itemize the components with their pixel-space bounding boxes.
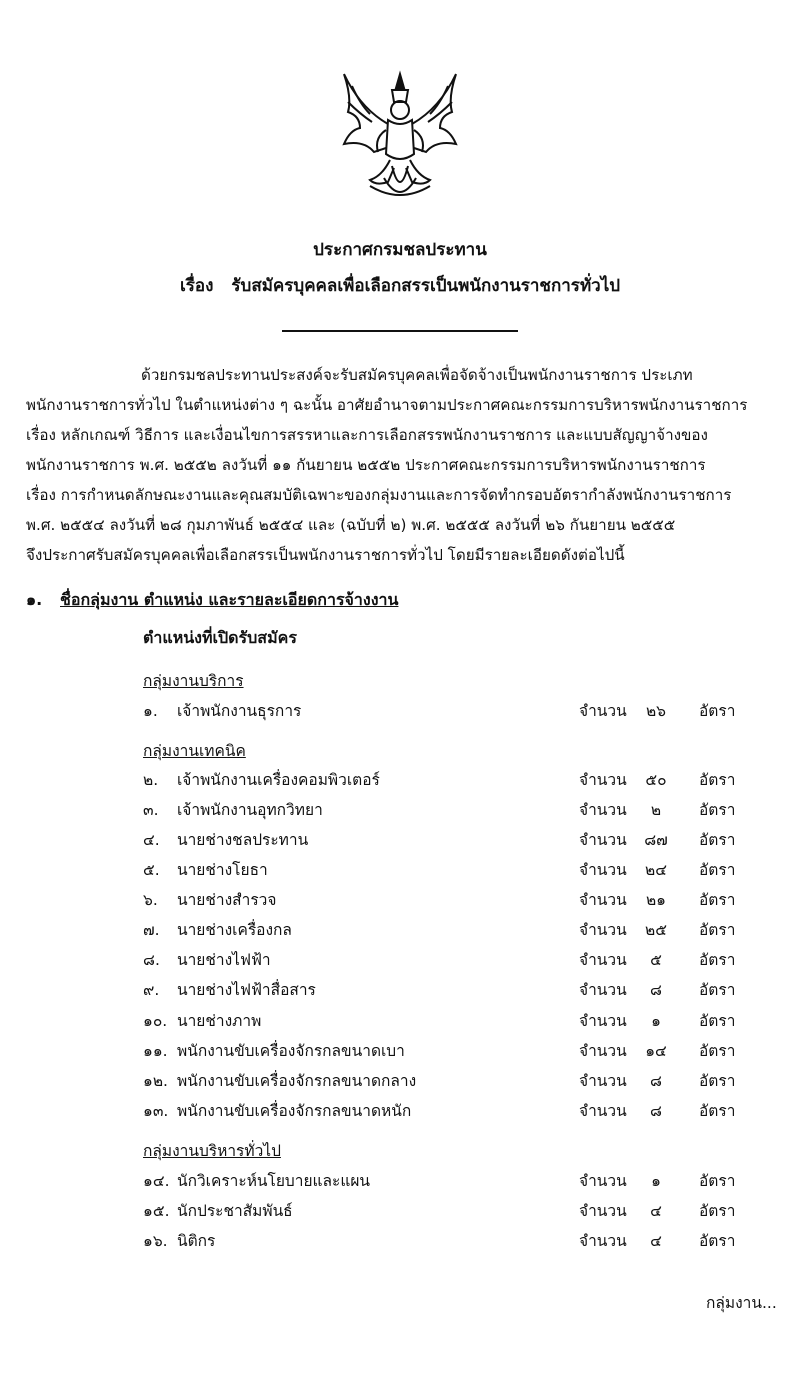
count-label: จำนวน — [579, 771, 627, 789]
position-name: นายช่างโยธา — [177, 861, 268, 879]
position-count: ๘ — [650, 981, 662, 999]
count-label: จำนวน — [579, 921, 627, 939]
count-label: จำนวน — [579, 981, 627, 999]
intro-line: เรื่อง หลักเกณฑ์ วิธีการ และเงื่อนไขการสรรหาและการเลือกสรรพนักงานราชการ และแบบสัญญาจ้างของ — [26, 426, 708, 444]
position-number: ๔. — [143, 831, 160, 849]
position-row — [143, 1008, 743, 1032]
unit-label: อัตรา — [699, 891, 736, 909]
intro-line: จึงประกาศรับสมัครบุคคลเพื่อเลือกสรรเป็นพนักงานราชการทั่วไป โดยมีรายละเอียดดังต่อไปนี้ — [26, 546, 625, 564]
position-row — [143, 1068, 743, 1092]
group-heading-service: กลุ่มงานบริการ — [143, 672, 244, 690]
intro-paragraph — [26, 360, 766, 570]
intro-line: ด้วยกรมชลประทานประสงค์จะรับสมัครบุคคลเพื่อจัดจ้างเป็นพนักงานราชการ ประเภท — [141, 366, 693, 384]
position-number: ๑๕. — [143, 1202, 170, 1220]
position-row — [143, 698, 743, 722]
unit-label: อัตรา — [699, 1172, 736, 1190]
announcement-subject — [0, 272, 800, 299]
count-label: จำนวน — [579, 801, 627, 819]
position-number: ๖. — [143, 891, 158, 909]
count-label: จำนวน — [579, 1012, 627, 1030]
position-number: ๑๖. — [143, 1232, 168, 1250]
title-divider — [282, 330, 518, 332]
position-name: นักวิเคราะห์นโยบายและแผน — [177, 1172, 371, 1190]
count-label: จำนวน — [579, 831, 627, 849]
position-row — [143, 857, 743, 881]
count-label: จำนวน — [579, 702, 627, 720]
unit-label: อัตรา — [699, 981, 736, 999]
position-row — [143, 1228, 743, 1252]
position-name: นายช่างเครื่องกล — [177, 921, 292, 939]
count-label: จำนวน — [579, 1042, 627, 1060]
position-name: นายช่างไฟฟ้า — [177, 951, 271, 969]
position-number: ๙. — [143, 981, 160, 999]
position-number: ๓. — [143, 801, 159, 819]
group-heading-technical: กลุ่มงานเทคนิค — [143, 742, 246, 760]
position-number: ๕. — [143, 861, 160, 879]
unit-label: อัตรา — [699, 801, 736, 819]
position-number: ๘. — [143, 951, 160, 969]
count-label: จำนวน — [579, 951, 627, 969]
position-name: นักประชาสัมพันธ์ — [177, 1202, 293, 1220]
unit-label: อัตรา — [699, 1072, 736, 1090]
intro-line: พนักงานราชการทั่วไป ในตำแหน่งต่าง ๆ ฉะนั้น อาศัยอำนาจตามประกาศคณะกรรมการบริหารพนักงานราชการ — [26, 396, 748, 414]
count-label: จำนวน — [579, 891, 627, 909]
unit-label: อัตรา — [699, 831, 736, 849]
position-count: ๘๗ — [644, 831, 668, 849]
count-label: จำนวน — [579, 1072, 627, 1090]
position-count: ๒ — [650, 801, 662, 819]
position-count: ๒๑ — [645, 891, 667, 909]
unit-label: อัตรา — [699, 921, 736, 939]
count-label: จำนวน — [579, 1232, 627, 1250]
position-name: นิติกร — [177, 1232, 216, 1250]
unit-label: อัตรา — [699, 771, 736, 789]
position-number: ๑๐. — [143, 1012, 168, 1030]
position-number: ๑. — [143, 702, 158, 720]
position-count: ๒๔ — [645, 861, 667, 879]
position-row — [143, 767, 743, 791]
section-title: ชื่อกลุ่มงาน ตำแหน่ง และรายละเอียดการจ้างงาน — [60, 590, 399, 609]
position-number: ๑๓. — [143, 1102, 169, 1120]
unit-label: อัตรา — [699, 702, 736, 720]
intro-line: เรื่อง การกำหนดลักษณะงานและคุณสมบัติเฉพาะของกลุ่มงานและการจัดทำกรอบอัตรากำลังพนักงานราชการ — [26, 486, 732, 504]
count-label: จำนวน — [579, 1102, 627, 1120]
position-name: นายช่างชลประทาน — [177, 831, 309, 849]
position-row — [143, 917, 743, 941]
position-count: ๒๕ — [645, 921, 667, 939]
unit-label: อัตรา — [699, 1012, 736, 1030]
unit-label: อัตรา — [699, 1042, 736, 1060]
subject-text: รับสมัครบุคคลเพื่อเลือกสรรเป็นพนักงานราชการทั่วไป — [231, 276, 621, 296]
position-name: นายช่างสำรวจ — [177, 891, 277, 909]
position-count: ๕๐ — [645, 771, 667, 789]
unit-label: อัตรา — [699, 1202, 736, 1220]
count-label: จำนวน — [579, 1202, 627, 1220]
position-name: นายช่างไฟฟ้าสื่อสาร — [177, 981, 316, 999]
position-number: ๑๔. — [143, 1172, 170, 1190]
position-name: เจ้าพนักงานเครื่องคอมพิวเตอร์ — [177, 771, 380, 789]
position-number: ๒. — [143, 771, 159, 789]
count-label: จำนวน — [579, 1172, 627, 1190]
position-name: พนักงานขับเครื่องจักรกลขนาดหนัก — [177, 1102, 412, 1120]
group-heading-general-admin: กลุ่มงานบริหารทั่วไป — [143, 1142, 281, 1160]
positions-heading: ตำแหน่งที่เปิดรับสมัคร — [143, 628, 297, 647]
continuation-note: กลุ่มงาน... — [706, 1294, 777, 1312]
position-row — [143, 947, 743, 971]
position-count: ๒๖ — [645, 702, 667, 720]
position-count: ๘ — [650, 1102, 662, 1120]
position-row — [143, 1198, 743, 1222]
position-count: ๔ — [650, 1202, 662, 1220]
count-label: จำนวน — [579, 861, 627, 879]
position-name: เจ้าพนักงานธุรการ — [177, 702, 302, 720]
position-count: ๕ — [650, 951, 662, 969]
position-count: ๑๔ — [645, 1042, 667, 1060]
section-number: ๑. — [26, 590, 43, 609]
position-row — [143, 797, 743, 821]
position-row — [143, 827, 743, 851]
position-row — [143, 977, 743, 1001]
intro-line: พ.ศ. ๒๕๕๔ ลงวันที่ ๒๘ กุมภาพันธ์ ๒๕๕๔ และ (ฉบับที่ ๒) พ.ศ. ๒๕๕๕ ลงวันที่ ๒๖ กันยายน ๒๕๕๕ — [26, 516, 676, 534]
position-name: นายช่างภาพ — [177, 1012, 262, 1030]
position-row — [143, 1038, 743, 1062]
position-number: ๗. — [143, 921, 160, 939]
position-row — [143, 887, 743, 911]
position-count: ๑ — [651, 1012, 661, 1030]
subject-label: เรื่อง — [179, 276, 214, 296]
unit-label: อัตรา — [699, 861, 736, 879]
announcement-title: ประกาศกรมชลประทาน — [313, 240, 487, 260]
intro-line: พนักงานราชการ พ.ศ. ๒๕๕๒ ลงวันที่ ๑๑ กันยายน ๒๕๕๒ ประกาศคณะกรรมการบริหารพนักงานราชการ — [26, 456, 706, 474]
section-heading — [26, 588, 398, 613]
position-name: เจ้าพนักงานอุทกวิทยา — [177, 801, 323, 819]
unit-label: อัตรา — [699, 1102, 736, 1120]
position-number: ๑๒. — [143, 1072, 168, 1090]
position-name: พนักงานขับเครื่องจักรกลขนาดกลาง — [177, 1072, 417, 1090]
position-number: ๑๑. — [143, 1042, 168, 1060]
position-count: ๑ — [651, 1172, 661, 1190]
garuda-emblem-icon — [330, 68, 470, 208]
position-row — [143, 1168, 743, 1192]
unit-label: อัตรา — [699, 1232, 736, 1250]
position-count: ๘ — [650, 1072, 662, 1090]
position-name: พนักงานขับเครื่องจักรกลขนาดเบา — [177, 1042, 405, 1060]
position-row — [143, 1098, 743, 1122]
position-count: ๔ — [650, 1232, 662, 1250]
unit-label: อัตรา — [699, 951, 736, 969]
